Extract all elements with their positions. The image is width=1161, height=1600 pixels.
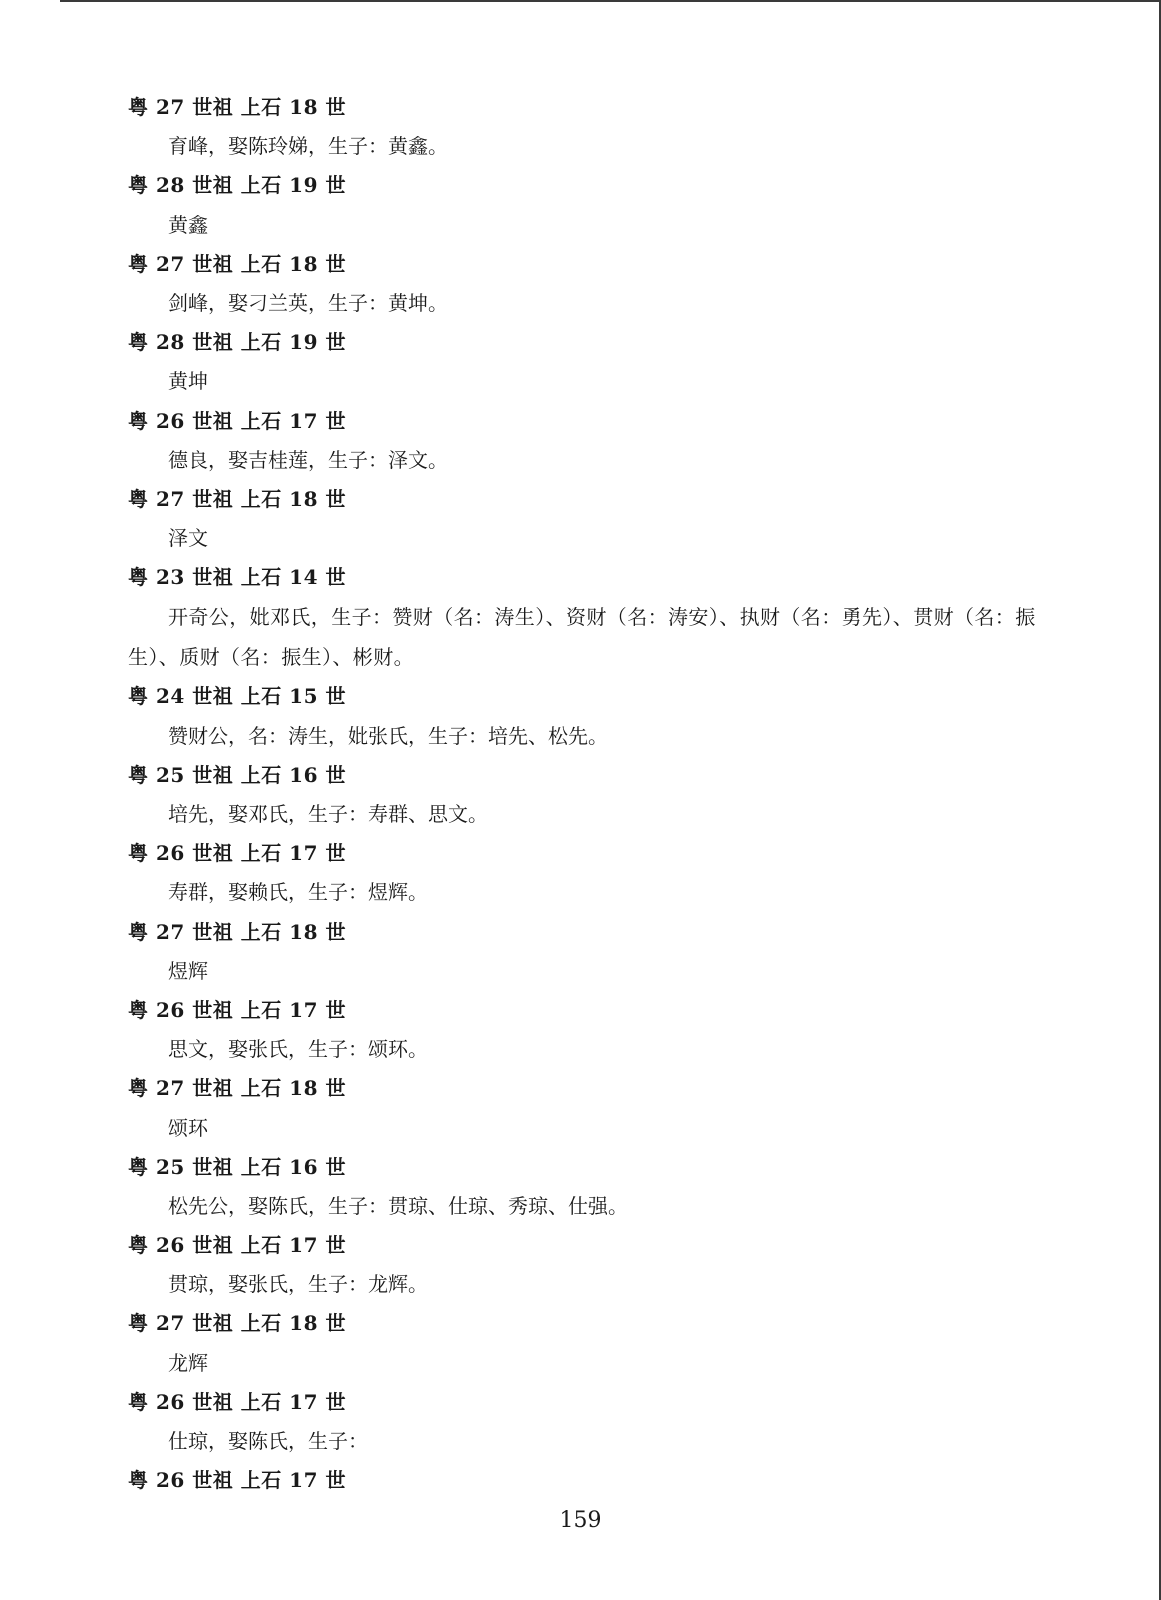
person-entry: 黄坤 [168,369,208,394]
person-entry: 黄鑫 [168,212,208,237]
generation-heading: 粤 26 世祖 上石 17 世 [128,1389,346,1414]
person-entry: 思文，娶张氏，生子：颂环。 [168,1037,428,1062]
person-entry: 龙辉 [168,1350,208,1375]
generation-heading: 粤 26 世祖 上石 17 世 [128,997,346,1022]
person-entry: 德良，娶吉桂莲，生子：泽文。 [168,447,448,472]
generation-heading: 粤 25 世祖 上石 16 世 [128,1154,346,1179]
generation-heading: 粤 28 世祖 上石 19 世 [128,330,346,355]
person-entry: 寿群，娶赖氏，生子：煜辉。 [168,880,428,905]
generation-heading: 粤 24 世祖 上石 15 世 [128,684,346,709]
generation-heading: 粤 26 世祖 上石 17 世 [128,408,346,433]
person-entry: 赞财公，名：涛生，妣张氏，生子：培先、松先。 [168,723,608,748]
person-entry: 仕琼，娶陈氏，生子： [168,1429,368,1453]
generation-heading: 粤 27 世祖 上石 18 世 [128,95,346,119]
person-entry: 颂环 [168,1115,208,1140]
person-entry: 育峰，娶陈玲娣，生子：黄鑫。 [168,134,448,159]
person-entry-long: 开奇公，妣邓氏，生子：赞财（名：涛生）、资财（名：涛安）、执财（名：勇先）、贯财（名：振生）、质财（名：振生）、彬财。 [128,605,1036,670]
person-entry: 剑峰，娶刁兰英，生子：黄坤。 [168,290,448,315]
person-entry: 培先，娶邓氏，生子：寿群、思文。 [168,802,488,826]
person-entry: 贯琼，娶张氏，生子：龙辉。 [168,1272,428,1297]
generation-heading: 粤 26 世祖 上石 17 世 [128,1233,346,1258]
person-entry: 泽文 [168,526,208,551]
genealogy-content [128,88,1068,1500]
page-number: 159 [559,1508,602,1533]
generation-heading: 粤 27 世祖 上石 18 世 [128,486,346,511]
generation-heading: 粤 27 世祖 上石 18 世 [128,919,346,944]
scan-edge-top [60,0,1161,2]
person-entry: 松先公，娶陈氏，生子：贯琼、仕琼、秀琼、仕强。 [168,1193,628,1218]
generation-heading: 粤 28 世祖 上石 19 世 [128,173,346,198]
generation-heading: 粤 27 世祖 上石 18 世 [128,1311,346,1336]
generation-heading: 粤 27 世祖 上石 18 世 [128,1076,346,1101]
generation-heading: 粤 23 世祖 上石 14 世 [128,565,346,590]
person-entry: 煜辉 [168,958,208,983]
generation-heading: 粤 27 世祖 上石 18 世 [128,251,346,276]
generation-heading: 粤 26 世祖 上石 17 世 [128,1468,346,1493]
generation-heading: 粤 25 世祖 上石 16 世 [128,762,346,787]
generation-heading: 粤 26 世祖 上石 17 世 [128,841,346,866]
